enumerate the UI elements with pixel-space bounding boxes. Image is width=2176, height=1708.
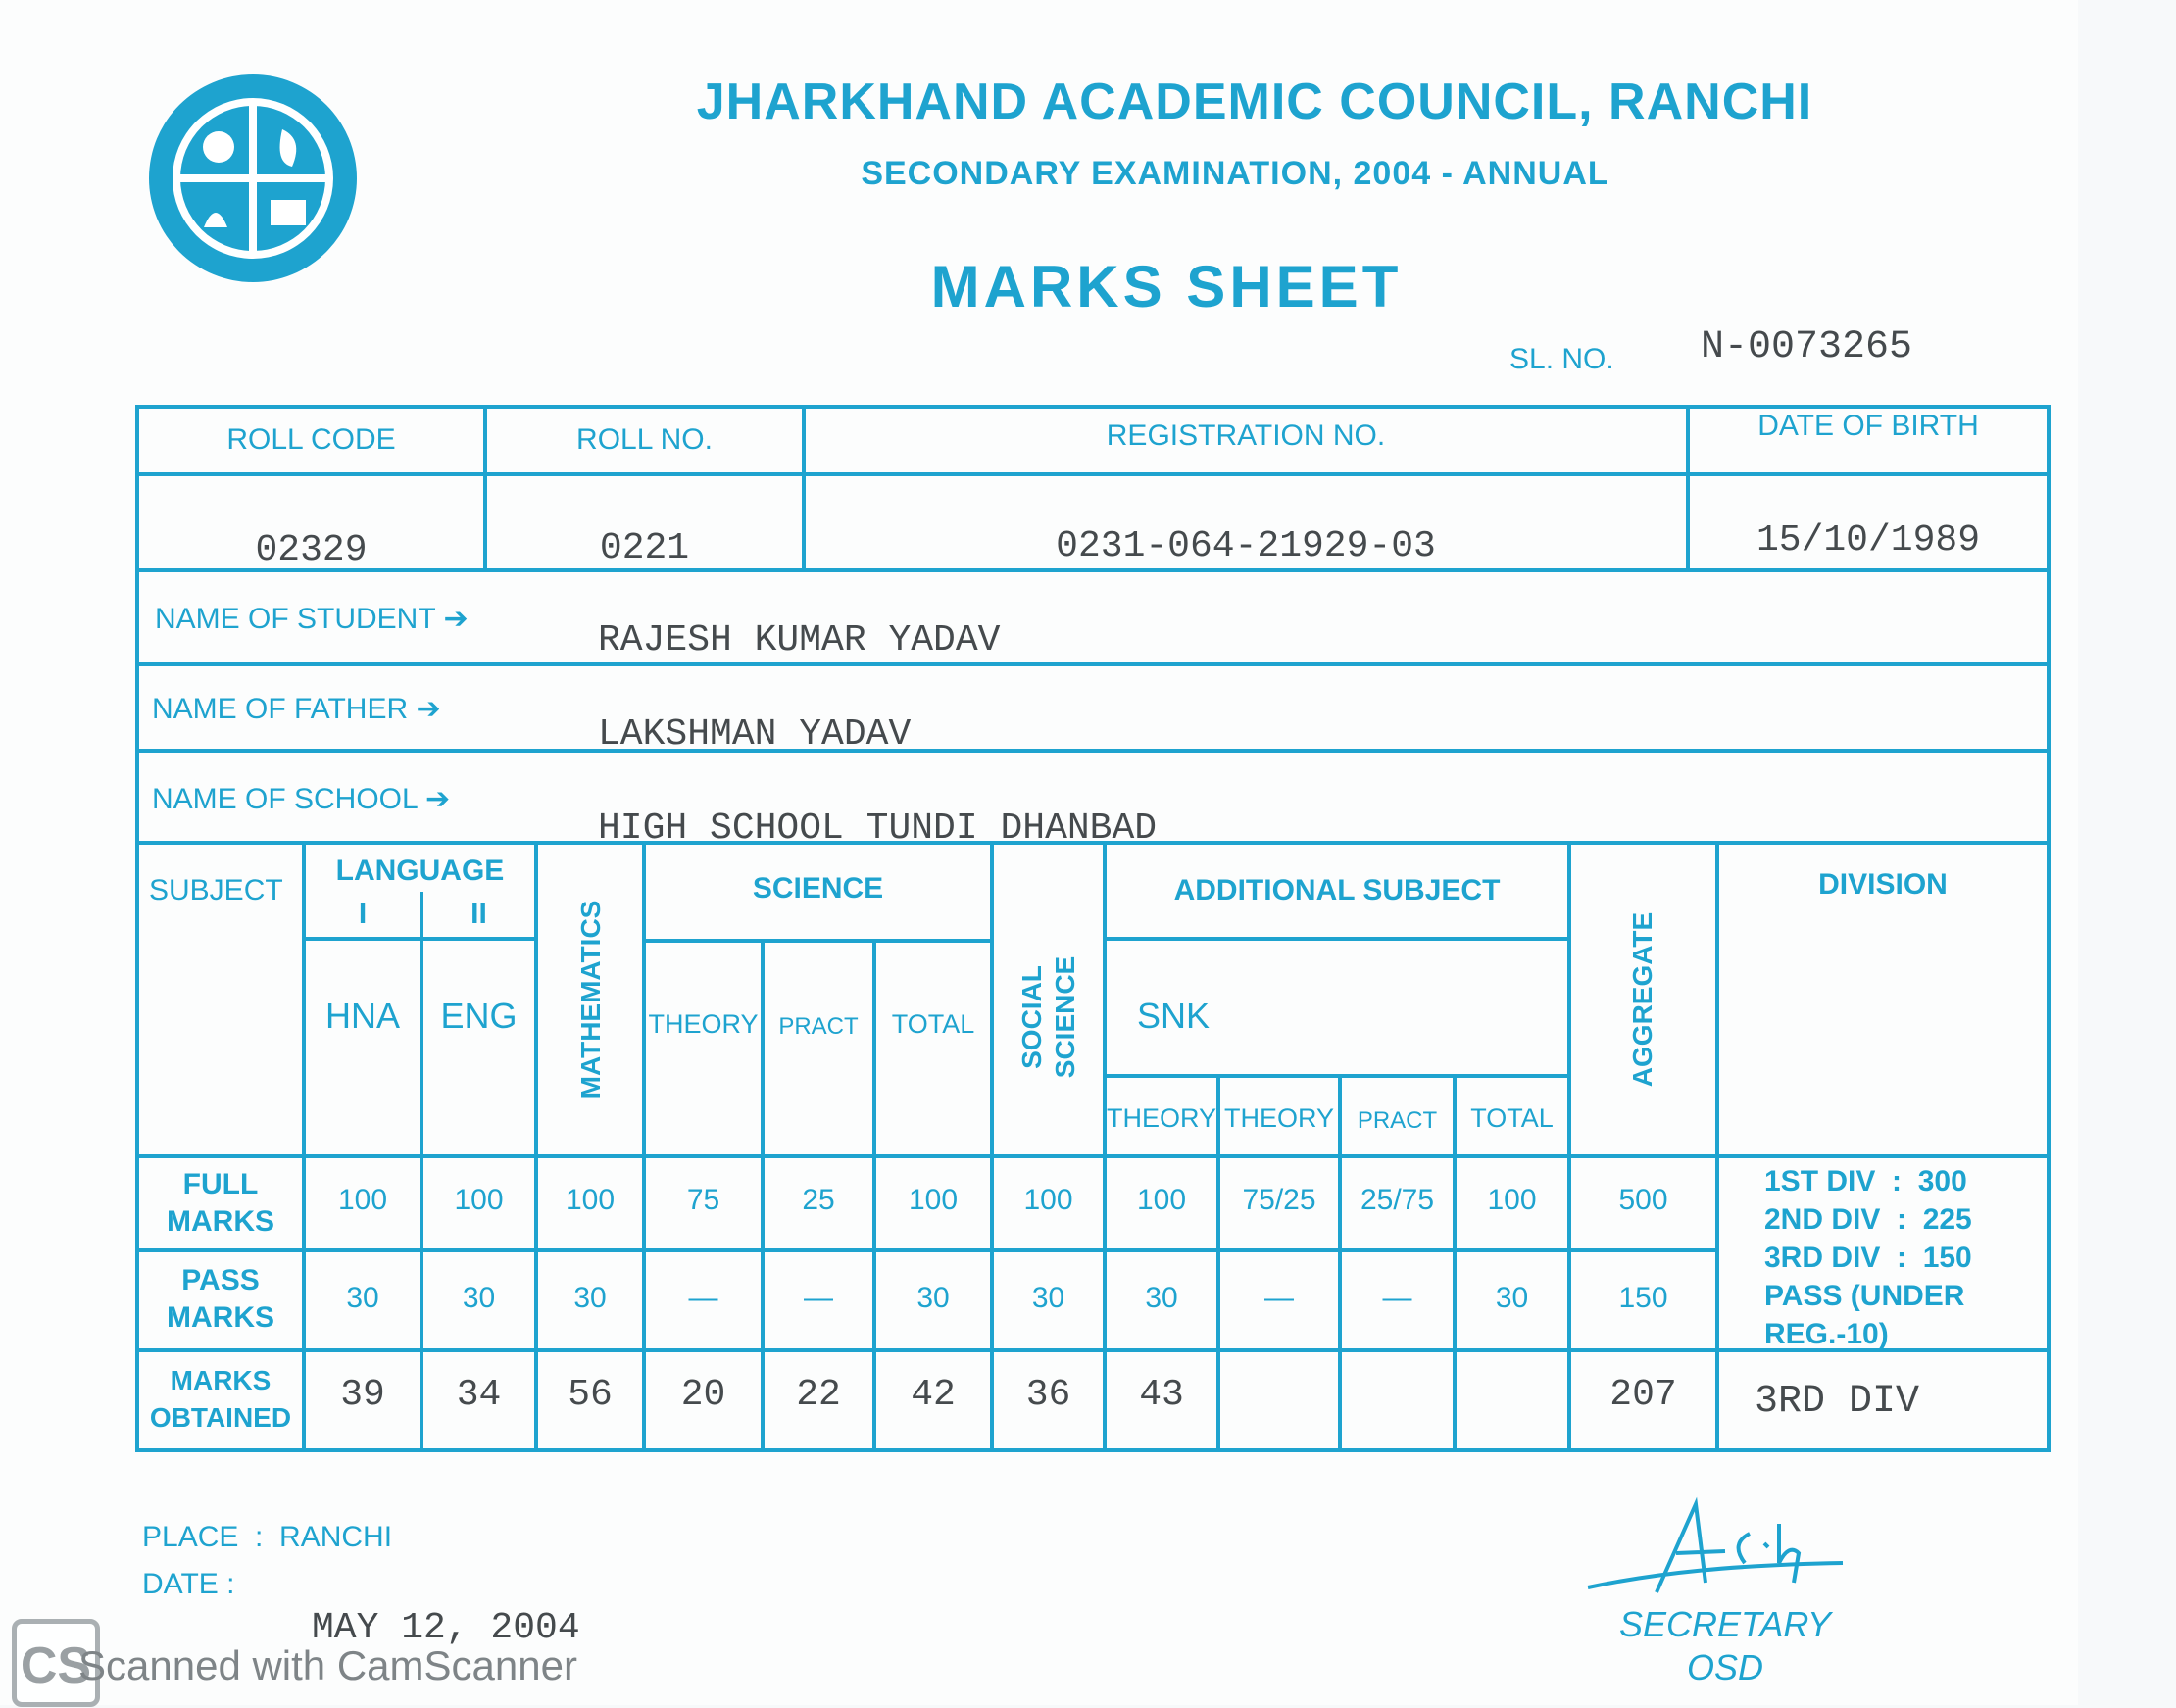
date-value: MAY 12, 2004 [312, 1607, 580, 1649]
pass-marks-value: — [1382, 1282, 1412, 1314]
school-name-value: HIGH SCHOOL TUNDI DHANBAD [598, 807, 1158, 850]
additional-pract-label: PRACT [1357, 1107, 1438, 1134]
document-title: MARKS SHEET [930, 254, 1403, 319]
sl-no-label: SL. NO. [1509, 343, 1614, 375]
father-name-label: NAME OF FATHER ➔ [152, 693, 441, 725]
division-result: 3RD DIV [1755, 1380, 1920, 1424]
pass-marks-value: 30 [1145, 1282, 1178, 1314]
science-label: SCIENCE [752, 872, 884, 904]
full-marks-value: 100 [454, 1184, 504, 1216]
division-rules: 1ST DIV : 300 2ND DIV : 225 3RD DIV : 150 PASS (UNDER REG.-10) [1764, 1165, 1972, 1350]
science-pract-label: PRACT [778, 1013, 859, 1040]
full-marks-value: 100 [908, 1184, 959, 1216]
marks-obtained-value: 56 [568, 1374, 613, 1416]
camscanner-badge-icon: CS [12, 1619, 100, 1707]
dob-label: DATE OF BIRTH [1757, 410, 1979, 442]
sl-no-value: N-0073265 [1701, 325, 1913, 369]
full-marks-label: FULL MARKS [167, 1168, 274, 1238]
mathematics-label: MATHEMATICS [575, 900, 606, 1099]
full-marks-value: 100 [1136, 1184, 1187, 1216]
pass-marks-value: — [1264, 1282, 1294, 1314]
arrow-right-icon: ➔ [424, 783, 451, 815]
pass-marks-value: 30 [462, 1282, 496, 1314]
school-name-label: NAME OF SCHOOL ➔ [152, 783, 451, 815]
father-name-value: LAKSHMAN YADAV [598, 713, 912, 756]
registration-label: REGISTRATION NO. [1106, 419, 1386, 452]
full-marks-value: 100 [565, 1184, 616, 1216]
pass-marks-value: 30 [1031, 1282, 1065, 1314]
full-marks-value: 100 [337, 1184, 388, 1216]
science-total-label: TOTAL [891, 1009, 975, 1039]
registration-value: 0231-064-21929-03 [1056, 525, 1436, 567]
additional-theory-label: THEORY [1106, 1103, 1217, 1133]
aggregate-label: AGGREGATE [1627, 911, 1657, 1088]
marks-obtained-value: 43 [1139, 1374, 1184, 1416]
subject-label: SUBJECT [149, 874, 283, 906]
additional-subject-label: ADDITIONAL SUBJECT [1173, 874, 1501, 906]
division-label: DIVISION [1818, 868, 1948, 901]
student-name-label: NAME OF STUDENT ➔ [155, 603, 469, 635]
signature-icon [1578, 1494, 1872, 1602]
marks-obtained-value: 22 [796, 1374, 841, 1416]
science-theory-label: THEORY [648, 1009, 759, 1039]
place-label: PLACE : RANCHI [142, 1521, 393, 1553]
pass-marks-value: 30 [916, 1282, 950, 1314]
pass-marks-value: — [688, 1282, 718, 1314]
camscanner-watermark: Scanned with CamScanner [78, 1642, 577, 1688]
eng-label: ENG [440, 996, 518, 1036]
dob-value: 15/10/1989 [1756, 519, 1981, 561]
student-name-value: RAJESH KUMAR YADAV [598, 619, 1001, 661]
roll-code-value: 02329 [255, 529, 368, 571]
additional-theory-2-label: THEORY [1223, 1103, 1335, 1133]
pass-marks-value: — [804, 1282, 833, 1314]
roll-no-label: ROLL NO. [576, 423, 713, 456]
social-science-label: SOCIAL SCIENCE [1016, 955, 1080, 1079]
council-title: JHARKHAND ACADEMIC COUNCIL, RANCHI [696, 73, 1813, 130]
arrow-right-icon: ➔ [443, 603, 469, 635]
pass-marks-value: 150 [1618, 1282, 1668, 1314]
marks-obtained-label: MARKS OBTAINED [149, 1365, 292, 1433]
pass-marks-value: 30 [1495, 1282, 1529, 1314]
pass-marks-value: 30 [346, 1282, 379, 1314]
full-marks-value: 75/25 [1242, 1184, 1316, 1216]
pass-marks-label: PASS MARKS [167, 1264, 274, 1334]
marks-obtained-value: 42 [911, 1374, 956, 1416]
marks-obtained-value: 20 [680, 1374, 726, 1416]
roll-code-label: ROLL CODE [226, 423, 396, 456]
full-marks-value: 25/75 [1360, 1184, 1435, 1216]
full-marks-value: 500 [1618, 1184, 1668, 1216]
language-2-label: II [470, 898, 487, 930]
pass-marks-value: 30 [573, 1282, 607, 1314]
snk-label: SNK [1137, 996, 1211, 1036]
full-marks-value: 25 [802, 1184, 835, 1216]
marks-obtained-value: 39 [340, 1374, 385, 1416]
arrow-right-icon: ➔ [416, 693, 441, 725]
marks-obtained-value: 207 [1609, 1374, 1677, 1416]
hna-label: HNA [324, 996, 400, 1036]
marks-obtained-value: 34 [456, 1374, 502, 1416]
additional-total-label: TOTAL [1470, 1103, 1554, 1133]
language-1-label: I [358, 898, 368, 930]
marks-obtained-value: 36 [1025, 1374, 1071, 1416]
language-label: LANGUAGE [335, 854, 505, 887]
date-label: DATE : [142, 1568, 235, 1600]
full-marks-value: 100 [1487, 1184, 1537, 1216]
signatory-title: SECRETARY OSD [1618, 1604, 1832, 1687]
full-marks-value: 75 [686, 1184, 720, 1216]
full-marks-value: 100 [1023, 1184, 1073, 1216]
exam-title: SECONDARY EXAMINATION, 2004 - ANNUAL [861, 155, 1609, 192]
roll-no-value: 0221 [599, 527, 690, 569]
